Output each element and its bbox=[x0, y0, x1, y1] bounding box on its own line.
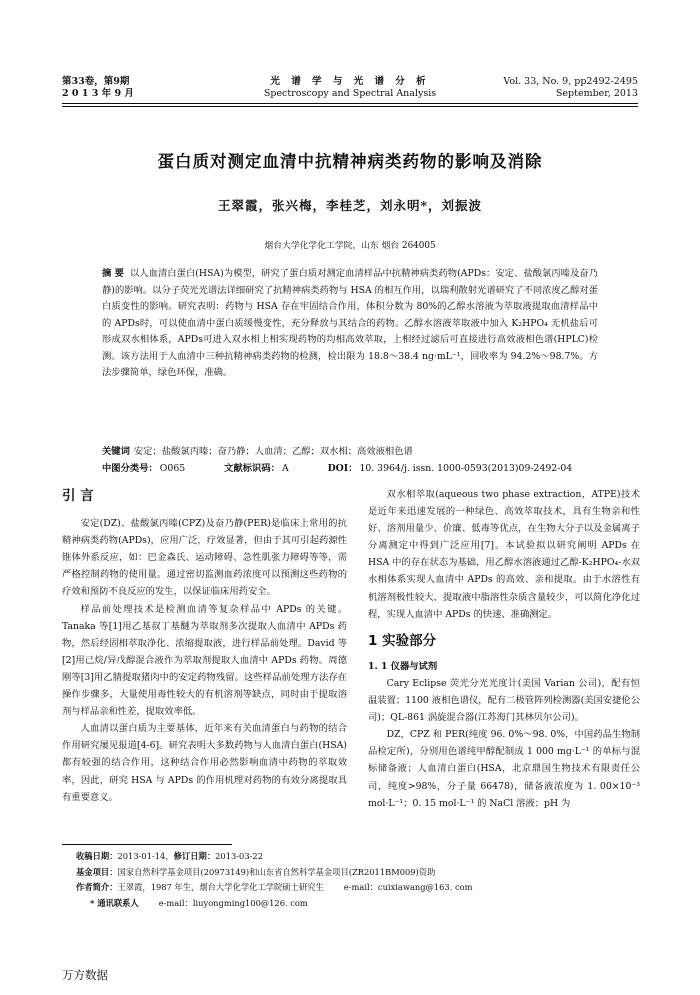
abstract-text: 以人血清白蛋白(HSA)为模型，研究了蛋白质对测定血清样品中抗精神病类药物(APDs：安定、盐酸氯丙嗪及奋乃静)的影响。以分子荧光光谱法详细研究了抗精神病类药物与 HSA 的相互作用，以瑞利散射光谱研究了不同浓度乙醇对蛋白质变性的影响。研究表明：药物与 HSA 存在牢固结合作用，体积分数为 80%的乙醇水溶液为萃取液提取血清样品中的 APDs时，可以使血清中蛋白质缓慢变性，充分释放与其结合的药物。乙醇水溶液萃取液中加入 K₂HPO₄ 无机盐后可形成双水相体系，APDs可进入双水相上相实现药物的均相高效萃取，上相经过滤后可直接进行高效液相色谱(HPLC)检测。该方法用于人血清中三种抗精神病类药物的检测，检出限为 18.8～38.4 ng·mL⁻¹，回收率为 94.2%～98.7%。方法步骤简单，绿色环保，准确。 bbox=[102, 268, 598, 378]
revised-label: 修订日期： bbox=[173, 851, 216, 861]
right-column bbox=[368, 486, 640, 812]
fund-label: 基金项目： bbox=[76, 866, 118, 877]
section-experimental: 1 实验部分 bbox=[368, 632, 437, 649]
reagents-paragraph: DZ，CPZ 和 PER(纯度 96. 0%～98. 0%，中国药品生物制品检定所)，分别用色谱纯甲醇配制成 1 000 mg·L⁻¹ 的单标与混标储备液；人血清白蛋白(HSA，北京鼎国生物技术有限责任公司，纯度>98%，分子量 66478)，储备液浓度为 1. 00×10⁻³ mol·L⁻¹；0. 15 mol·L⁻¹ 的 NaCl 溶液；pH 为 bbox=[368, 729, 640, 809]
keywords-label: 关键词 bbox=[102, 446, 130, 457]
doc-value: A bbox=[281, 463, 289, 474]
volume-line: 第33卷，第9期 bbox=[62, 76, 130, 87]
header-rule-thick bbox=[62, 103, 638, 104]
keywords bbox=[102, 444, 598, 460]
intro-paragraph-4: 双水相萃取(aqueous two phase extraction，ATPE)技术是近年来迅速发展的一种绿色、高效萃取技术，具有生物亲和性好、溶剂用量少、价廉、低毒等优点，在生物大分子以及金属离子分离测定中得到广泛应用[7]。本试验拟以研究阐明 APDs 在 HSA 中的存在状态为基础，用乙醇水溶液通过乙醇-K₂HPO₄-水双水相体系实现人血清中 APDs 的高效、亲和提取。由于水溶性有机溶剂极性较大，提取液中脂溶性杂质含量较少，可以简化净化过程，实现人血清中 APDs 的快速、准确测定。 bbox=[368, 489, 640, 620]
clc-value: O065 bbox=[159, 463, 186, 474]
journal-name-zh: 光 谱 学 与 光 谱 分 析 bbox=[270, 76, 430, 87]
section-introduction: 引 言 bbox=[62, 488, 94, 504]
doc-label: 文献标识码： bbox=[224, 463, 280, 474]
intro-paragraph-1: 安定(DZ)、盐酸氯丙嗪(CPZ)及奋乃静(PER)是临床上常用的抗精神病类药物(APDs)，应用广泛，疗效显著，但由于其可引起药源性锥体外系反应，如：巴金森氏、运动障碍、急性肌张力障碍等等，需严格控制药物的使用量。通过密切监测血药浓度可以预测这些药物的疗效和预防不良反应的发生，以保证临床用药安全。 bbox=[62, 518, 347, 598]
author-email: e-mail：cuixiawang@163. com bbox=[343, 882, 473, 892]
header-rule-thin bbox=[62, 106, 638, 107]
corresponding-email: e-mail：liuyongming100@126. com bbox=[158, 897, 308, 908]
author-bio: 王翠霞，1987 年生，烟台大学化学化工学院硕士研究生 bbox=[117, 882, 324, 892]
clc-label: 中图分类号： bbox=[102, 463, 158, 474]
doc-item bbox=[224, 463, 289, 474]
footnote-author bbox=[76, 880, 638, 896]
intro-paragraph-2: 样品前处理技术是检测血清等复杂样品中 APDs 的关键。Tanaka 等[1]用乙基叔丁基醚为萃取剂多次提取人血清中 APDs 药物，然后经固相萃取净化、浓缩提取液，进行样品前处理。David 等[2]用己烷/异戊醇混合液作为萃取剂提取人血清中 APDs 药物。周德刚等[3]用乙腈提取猪肉中的安定药物残留。这些样品前处理方法存在操作步骤多，大量使用毒性较大的有机溶剂等缺点，同时由于提取溶剂与样品亲和性差，提取效率低。 bbox=[62, 603, 347, 718]
journal-header bbox=[62, 76, 638, 104]
author-label: 作者简介： bbox=[76, 882, 118, 892]
month-year: September, 2013 bbox=[555, 88, 638, 99]
footnote-corresponding bbox=[76, 896, 638, 912]
fund-text: 国家自然科学基金项目(20973149)和山东省自然科学基金项目(ZR2011BM009)资助 bbox=[117, 866, 436, 877]
doi-label: DOI： bbox=[327, 463, 358, 474]
revised-date: 2013-03-22 bbox=[215, 851, 263, 861]
doi-value: 10. 3964/j. issn. 1000-0593(2013)09-2492-04 bbox=[359, 463, 573, 474]
date-line: 2 0 1 3 年 9 月 bbox=[62, 88, 134, 99]
affiliation: 烟台大学化学化工学院，山东 烟台 264005 bbox=[264, 241, 436, 251]
keywords-text: 安定；盐酸氯丙嗪；奋乃静；人血清；乙醇；双水相；高效液相色谱 bbox=[133, 446, 413, 457]
classification-line bbox=[102, 461, 598, 477]
watermark: 万方数据 bbox=[62, 968, 108, 982]
doi-item bbox=[328, 463, 573, 474]
received-date: 2013-01-14， bbox=[117, 851, 174, 861]
abstract bbox=[102, 266, 598, 382]
vol-pages: Vol. 33, No. 9, pp2492-2495 bbox=[503, 76, 638, 87]
footnote-dates bbox=[76, 849, 638, 865]
footnote-rule bbox=[62, 844, 232, 845]
paper-title: 蛋白质对测定血清中抗精神病类药物的影响及消除 bbox=[157, 152, 543, 171]
pages-info bbox=[503, 76, 638, 100]
footnotes bbox=[76, 849, 638, 911]
paper-authors: 王翠霞，张兴梅，李桂芝，刘永明*，刘振波 bbox=[217, 198, 483, 213]
instruments-paragraph: Cary Eclipse 荧光分光光度计(美国 Varian 公司)，配有恒温装置；1100 液相色谱仪，配有二极管阵列检测器(美国安捷伦公司)；QL-861 涡旋混合器(江苏海门其林贝尔公司)。 bbox=[368, 677, 640, 724]
subsection-instruments: 1. 1 仪器与试剂 bbox=[368, 660, 438, 672]
received-label: 收稿日期： bbox=[76, 851, 118, 861]
intro-paragraph-3: 人血清以蛋白质为主要基体，近年来有关血清蛋白与药物的结合作用研究屡见报道[4-6]。研究表明大多数药物与人血清白蛋白(HSA)都有较强的结合作用，这种结合作用必然影响血清中药物的萃取效率，因此，研究 HSA 与 APDs 的作用机理对药物的有效分离提取具有重要意义。 bbox=[62, 723, 347, 803]
left-column bbox=[62, 486, 347, 806]
abstract-label: 摘 要 bbox=[102, 268, 124, 279]
footnote-fund bbox=[76, 865, 638, 881]
journal-name-en: Spectroscopy and Spectral Analysis bbox=[263, 88, 437, 99]
clc-item bbox=[102, 463, 185, 474]
corresponding-label: * 通讯联系人 bbox=[90, 897, 139, 908]
